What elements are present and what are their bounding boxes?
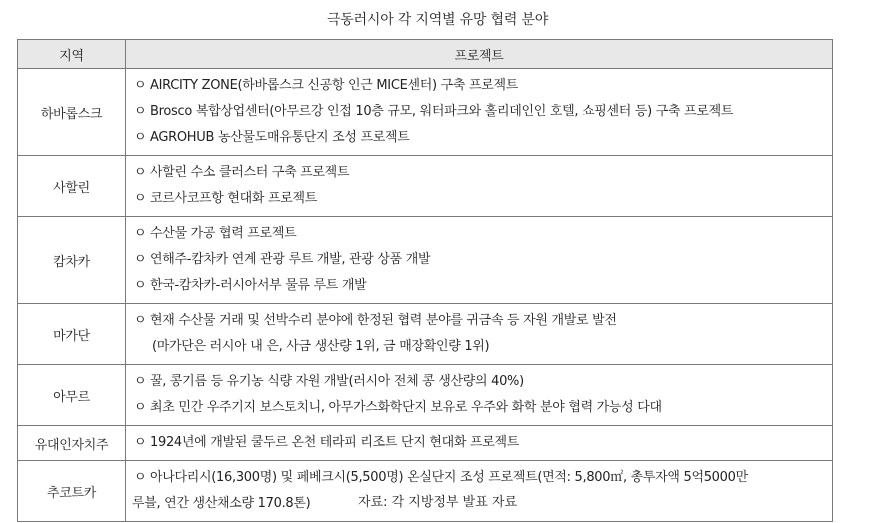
project-text: 연해주-캄차카 연계 관광 루트 개발, 관광 상품 개발 bbox=[150, 252, 431, 267]
project-text: 최초 민간 우주기지 보스토치니, 아무가스화학단지 보유로 우주와 화학 분야 협력 가능성 다대 bbox=[150, 400, 662, 415]
region-cell: 하바롭스크 bbox=[18, 69, 126, 156]
project-line bbox=[134, 125, 832, 151]
table-row bbox=[18, 426, 833, 461]
projects-table bbox=[17, 39, 833, 522]
project-text: Brosco 복합상업센터(아무르강 인접 10층 규모, 워터파크와 홀리데인인 호텔, 쇼핑센터 등) 구축 프로젝트 bbox=[150, 104, 734, 119]
project-cell bbox=[126, 304, 833, 365]
bullet-glyph: ㅇ bbox=[134, 400, 147, 415]
project-line bbox=[134, 221, 832, 247]
project-text: 사할린 수소 클러스터 구축 프로젝트 bbox=[150, 165, 350, 180]
bullet-glyph: ㅇ bbox=[134, 278, 147, 293]
table-row bbox=[18, 217, 833, 304]
project-line bbox=[134, 273, 832, 299]
project-cell bbox=[126, 426, 833, 461]
project-line bbox=[134, 247, 832, 273]
project-line bbox=[134, 308, 832, 334]
region-cell: 캄차카 bbox=[18, 217, 126, 304]
table-row bbox=[18, 156, 833, 217]
project-text: AIRCITY ZONE(하바롭스크 신공항 인근 MICE센터) 구축 프로젝트 bbox=[150, 78, 519, 93]
region-cell: 유대인자치주 bbox=[18, 426, 126, 461]
table-title: 극동러시아 각 지역별 유망 협력 분야 bbox=[326, 12, 549, 28]
bullet-glyph: ㅇ bbox=[134, 78, 147, 93]
header-project: 프로젝트 bbox=[126, 40, 833, 69]
project-line bbox=[134, 430, 832, 456]
project-text: 한국-캄차카-러시아서부 물류 루트 개발 bbox=[150, 278, 367, 293]
project-line bbox=[134, 73, 832, 99]
bullet-glyph: ㅇ bbox=[134, 252, 147, 267]
project-line bbox=[134, 160, 832, 186]
bullet-glyph: ㅇ bbox=[134, 165, 147, 180]
project-text: 코르사코프항 현대화 프로젝트 bbox=[150, 191, 318, 206]
project-text: 수산물 가공 협력 프로젝트 bbox=[150, 226, 297, 241]
project-text: 꿀, 콩기름 등 유기농 식량 자원 개발(러시아 전체 콩 생산량의 40%) bbox=[150, 374, 524, 389]
bullet-glyph: ㅇ bbox=[134, 104, 147, 119]
project-text: 1924년에 개발된 쿨두르 온천 테라피 리조트 단지 현대화 프로젝트 bbox=[150, 435, 519, 450]
project-line bbox=[134, 395, 832, 421]
project-line bbox=[134, 465, 832, 491]
bullet-glyph: ㅇ bbox=[134, 470, 147, 485]
bullet-glyph: ㅇ bbox=[134, 313, 147, 328]
table-row bbox=[18, 69, 833, 156]
source-note: 자료: 각 지방정부 발표 자료 bbox=[357, 495, 518, 510]
bullet-glyph: ㅇ bbox=[134, 374, 147, 389]
project-cell bbox=[126, 217, 833, 304]
project-text: AGROHUB 농산물도매유통단지 조성 프로젝트 bbox=[150, 130, 410, 145]
project-cell bbox=[126, 156, 833, 217]
bullet-glyph: ㅇ bbox=[134, 191, 147, 206]
region-cell: 사할린 bbox=[18, 156, 126, 217]
project-line bbox=[134, 186, 832, 212]
project-subnote: (마가단은 러시아 내 은, 사금 생산량 1위, 금 매장확인량 1위) bbox=[152, 339, 490, 354]
project-line bbox=[134, 369, 832, 395]
project-cell bbox=[126, 365, 833, 426]
bullet-glyph: ㅇ bbox=[134, 130, 147, 145]
project-text: 아나다리시(16,300명) 및 페베크시(5,500명) 온실단지 조성 프로젝트(면적: 5,800㎡, 총투자액 5억5000만 bbox=[150, 470, 748, 485]
region-cell: 추코트카 bbox=[18, 461, 126, 522]
project-cell bbox=[126, 69, 833, 156]
header-region: 지역 bbox=[18, 40, 126, 69]
table-row bbox=[18, 304, 833, 365]
project-line bbox=[134, 99, 832, 125]
region-cell: 아무르 bbox=[18, 365, 126, 426]
bullet-glyph: ㅇ bbox=[134, 435, 147, 450]
table-row bbox=[18, 365, 833, 426]
region-cell: 마가단 bbox=[18, 304, 126, 365]
project-text: 현재 수산물 거래 및 선박수리 분야에 한정된 협력 분야를 귀금속 등 자원 개발로 발전 bbox=[150, 313, 617, 328]
bullet-glyph: ㅇ bbox=[134, 226, 147, 241]
project-continuation: 루블, 연간 생산채소량 170.8톤) bbox=[132, 496, 311, 511]
header-row bbox=[18, 40, 833, 69]
